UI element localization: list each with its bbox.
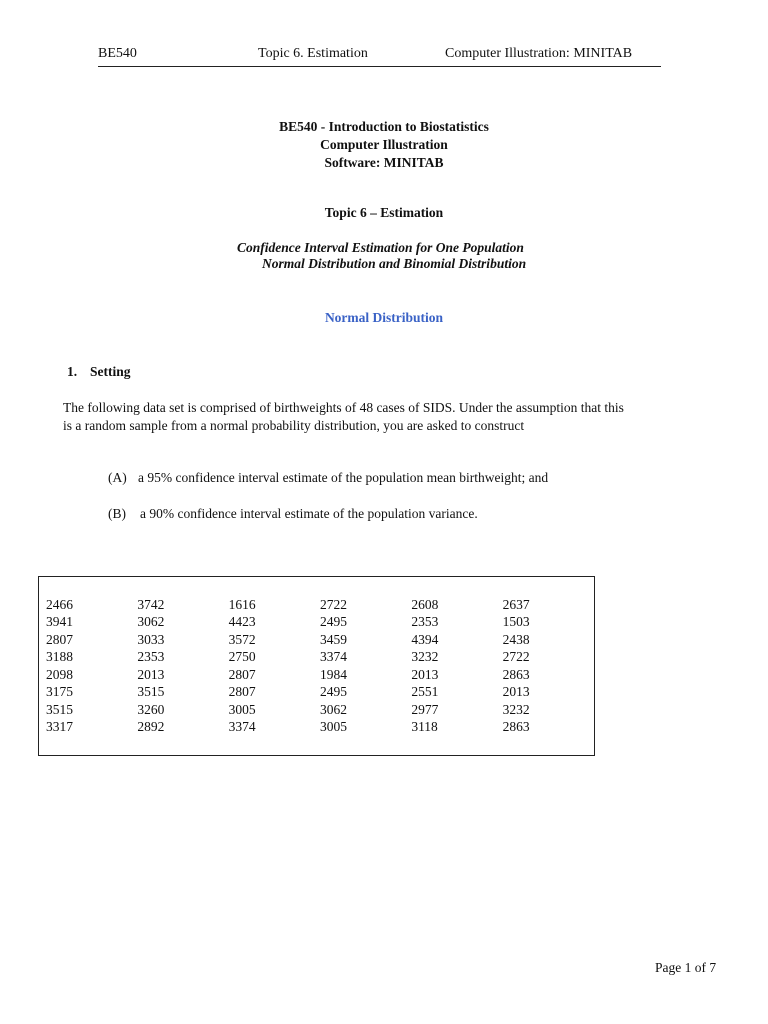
table-row — [46, 719, 594, 737]
table-cell: 3175 — [46, 684, 73, 700]
table-cell: 3005 — [319, 719, 347, 735]
table-row — [46, 666, 594, 684]
table-cell: 1503 — [502, 614, 530, 630]
table-cell: 4423 — [228, 614, 256, 630]
item-b-label: (B) — [108, 506, 126, 521]
section-label: Setting — [90, 364, 131, 379]
table-cell: 2807 — [46, 631, 73, 647]
table-cell: 3374 — [228, 719, 256, 735]
table-cell: 2466 — [46, 596, 73, 612]
table-cell: 3188 — [46, 649, 73, 665]
table-cell: 2438 — [502, 631, 530, 647]
table-cell: 2608 — [411, 596, 439, 612]
table-cell: 2722 — [502, 649, 530, 665]
table-cell: 3515 — [46, 701, 73, 717]
table-cell: 2551 — [411, 684, 439, 700]
table-cell: 3260 — [137, 701, 165, 717]
body-paragraph — [63, 399, 703, 435]
table-cell: 3742 — [137, 596, 165, 612]
item-a-text: a 95% confidence interval estimate of the population mean birthweight; and — [138, 470, 549, 485]
table-cell: 3374 — [319, 649, 347, 665]
table-row — [46, 701, 594, 719]
table-cell: 2807 — [228, 666, 256, 682]
table-cell: 3515 — [137, 684, 165, 700]
body-line-1: The following data set is comprised of birthweights of 48 cases of SIDS. Under the assumption that this — [63, 400, 624, 415]
item-a-label: (A) — [108, 470, 127, 485]
header-course: BE540 — [98, 46, 137, 61]
table-cell: 2495 — [319, 684, 347, 700]
table-cell: 3005 — [228, 701, 256, 717]
table-row — [46, 614, 594, 632]
table-cell: 2013 — [137, 666, 165, 682]
table-cell: 2098 — [46, 666, 73, 682]
table-cell: 1984 — [319, 666, 347, 682]
table-cell: 3572 — [228, 631, 256, 647]
table-cell: 3459 — [319, 631, 347, 647]
body-line-2: is a random sample from a normal probability distribution, you are asked to construct — [63, 418, 525, 433]
table-cell: 3062 — [319, 701, 347, 717]
table-row — [46, 649, 594, 667]
table-cell: 1616 — [228, 596, 256, 612]
header-illustration: Computer Illustration: MINITAB — [445, 46, 633, 61]
title-line-2: Computer Illustration — [320, 137, 448, 152]
table-row — [46, 684, 594, 702]
table-cell: 3118 — [411, 719, 438, 735]
header-divider — [98, 66, 661, 67]
item-b-text: a 90% confidence interval estimate of the population variance. — [140, 506, 478, 521]
subtitle-line-2: Normal Distribution and Binomial Distribution — [262, 256, 527, 271]
table-row — [46, 631, 594, 649]
table-cell: 2722 — [319, 596, 347, 612]
table-cell: 3941 — [46, 614, 73, 630]
table-cell: 3232 — [411, 649, 439, 665]
table-cell: 3317 — [46, 719, 73, 735]
table-cell: 2637 — [502, 596, 530, 612]
table-cell: 2863 — [502, 719, 530, 735]
table-cell: 2750 — [228, 649, 256, 665]
table-cell: 3062 — [137, 614, 165, 630]
table-cell: 2807 — [228, 684, 256, 700]
table-cell: 2353 — [411, 614, 439, 630]
page-number: Page 1 of 7 — [655, 960, 717, 975]
section-number: 1. — [67, 364, 78, 379]
table-row — [46, 596, 594, 614]
section-heading: Normal Distribution — [324, 310, 444, 325]
title-line-3: Software: MINITAB — [324, 155, 444, 170]
table-cell: 3232 — [502, 701, 530, 717]
data-table-box — [38, 576, 595, 756]
table-cell: 2013 — [411, 666, 439, 682]
table-cell: 2863 — [502, 666, 530, 682]
header-topic: Topic 6. Estimation — [258, 46, 368, 61]
table-cell: 2353 — [137, 649, 165, 665]
data-table — [46, 596, 594, 736]
table-cell: 2892 — [137, 719, 165, 735]
table-cell: 2977 — [411, 701, 439, 717]
title-line-1: BE540 - Introduction to Biostatistics — [279, 119, 489, 134]
topic-title: Topic 6 – Estimation — [324, 205, 444, 220]
table-cell: 3033 — [137, 631, 165, 647]
table-cell: 2013 — [502, 684, 530, 700]
subtitle-line-1: Confidence Interval Estimation for One Population — [237, 240, 524, 255]
table-cell: 2495 — [319, 614, 347, 630]
table-cell: 4394 — [411, 631, 439, 647]
